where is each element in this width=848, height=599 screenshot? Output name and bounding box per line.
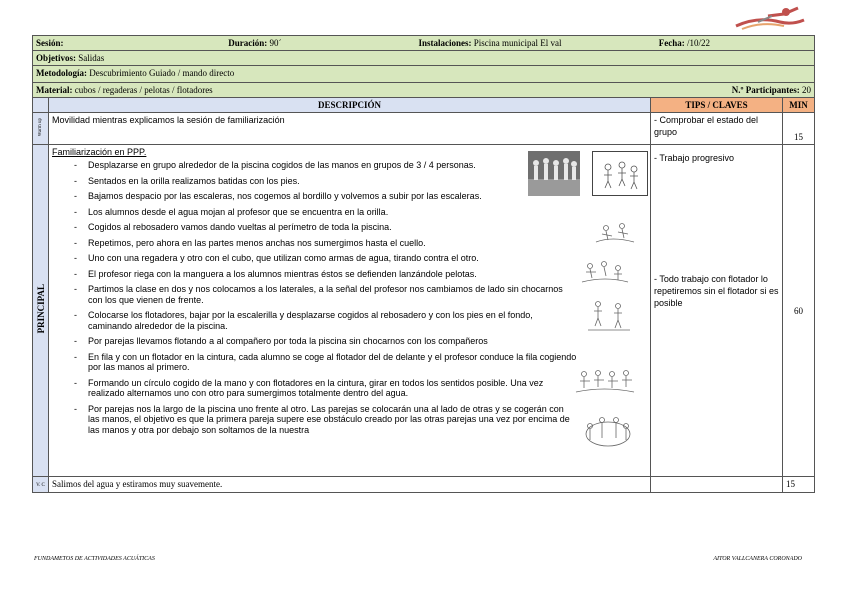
cooldown-tip [651, 477, 783, 493]
activity-item: - Por parejas nos la largo de la piscina uno frente al otro. Las parejas se colocarán una al lado de otras y se cogerán con las manos, el objetivo es que la primera pareja supere ese obstáculo creado por las otras parejas una vez por encima de las manos y otra por debajo son soltamos de la nuestra [52, 404, 647, 436]
activity-item: - Uno con una regadera y otro con el cubo, que utilizan como armas de agua, tirando contra el otro. [52, 253, 647, 264]
footer-course: FUNDAMETOS DE ACTIVIDADES ACUÁTICAS [34, 556, 155, 562]
methodology-row [33, 66, 815, 83]
activity-item: - Repetimos, pero ahora en las partes menos anchas nos sumergimos hasta el cuello. [52, 238, 647, 249]
objectives-value: Salidas [78, 53, 105, 63]
facilities-label: Instalaciones: [418, 38, 472, 48]
warmup-side [33, 113, 49, 145]
cooldown-side [33, 477, 49, 493]
float-line-sketch [574, 364, 636, 400]
material-label: Material: [36, 85, 73, 95]
main-activity-list [52, 160, 647, 435]
wall-swim-sketch [592, 218, 638, 248]
session-sheet [32, 35, 815, 493]
warmup-tip: - Comprobar el estado del grupo [651, 113, 783, 145]
cooldown-side-label: V. C [36, 483, 45, 488]
activity-item: - Colocarse los flotadores, bajar por la escalerilla y desplazarse cogidos al rebosadero y con los pies en el fondo, caminando alrededor de la piscina. [52, 310, 647, 331]
activity-item: - Los alumnos desde el agua mojan al profesor que se encuentra en la orilla. [52, 207, 647, 218]
main-min: 60 [783, 145, 815, 477]
footer-author: AITOR VALLCANERA CORONADO [713, 556, 802, 562]
main-tip-1: - Trabajo progresivo [654, 153, 735, 163]
session-info-row [33, 36, 815, 51]
activity-item: - Cogidos al rebosadero vamos dando vueltas al perímetro de toda la piscina. [52, 222, 647, 233]
activity-item: - Por parejas llevamos flotando a al compañero por toda la piscina sin chocarnos con los compañeros [52, 336, 647, 347]
tips-column-header: TIPS / CLAVES [651, 98, 783, 113]
activity-item: - Formando un círculo cogido de la mano y con flotadores en la cintura, girar en todos los sentidos posible. Una vez realizado alternamos uno con otro para sumergimos totalmente dentro del agua. [52, 378, 647, 399]
water-play-sketch [580, 256, 630, 288]
date-label: Fecha: [658, 38, 685, 48]
methodology-label: Metodología: [36, 68, 87, 78]
description-column-header: DESCRIPCIÓN [49, 98, 651, 113]
warmup-min: 15 [783, 113, 815, 145]
warmup-description: Movilidad mientras explicamos la sesión de familiarización [49, 113, 651, 145]
warmup-side-label: Warm up [37, 117, 43, 137]
objectives-label: Objetivos: [36, 53, 76, 63]
methodology-value: Descubrimiento Guiado / mando directo [89, 68, 235, 78]
main-tip-2: - Todo trabajo con flotador lo repetiremos sin el flotador si es posible [654, 274, 779, 308]
pool-sides-sketch [586, 296, 632, 332]
circle-float-sketch [580, 412, 636, 452]
cooldown-min: 15 [783, 477, 815, 493]
activity-item: - El profesor riega con la manguera a los alumnos mientras éstos se defienden lanzándole pelotas. [52, 269, 647, 280]
activity-item: - Sentados en la orilla realizamos batidas con los pies. [52, 176, 647, 187]
session-label: Sesión: [36, 38, 64, 48]
date-value: /10/22 [687, 38, 711, 48]
main-tips [651, 145, 783, 477]
objectives-row [33, 51, 815, 66]
facilities-value: Piscina municipal El val [473, 38, 562, 48]
participants-value: 20 [802, 85, 812, 95]
group-walk-sketch [592, 151, 648, 196]
participants-label: N.º Participantes: [731, 85, 800, 95]
duration-label: Duración: [228, 38, 268, 48]
cooldown-description: Salimos del agua y estiramos muy suavemente. [49, 477, 651, 493]
activity-item: - Desplazarse en grupo alrededor de la piscina cogidos de las manos en grupos de 3 / 4 personas. [52, 160, 647, 171]
main-section-title: Familiarización en PPP. [52, 147, 147, 157]
material-value: cubos / regaderas / pelotas / flotadores [74, 85, 213, 95]
min-column-header: MIN [783, 98, 815, 113]
activity-item: - Partimos la clase en dos y nos colocamos a los laterales, a la señal del profesor nos cambiamos de lado sin chocarnos con los que vienen de frente. [52, 284, 647, 305]
main-side [33, 145, 49, 477]
swimmer-logo-icon [728, 2, 808, 32]
activity-item: - Bajamos despacio por las escaleras, nos cogemos al bordillo y volvemos a subir por las escaleras. [52, 191, 647, 202]
main-side-label: PRINCIPAL [35, 284, 46, 334]
activity-item: - En fila y con un flotador en la cintura, cada alumno se coge al flotador del de delante y el profesor conduce la fila cogiendo por las manos al primero. [52, 352, 647, 373]
swimmers-photo [528, 151, 580, 196]
material-row [33, 83, 815, 98]
duration-value: 90´ [269, 38, 282, 48]
